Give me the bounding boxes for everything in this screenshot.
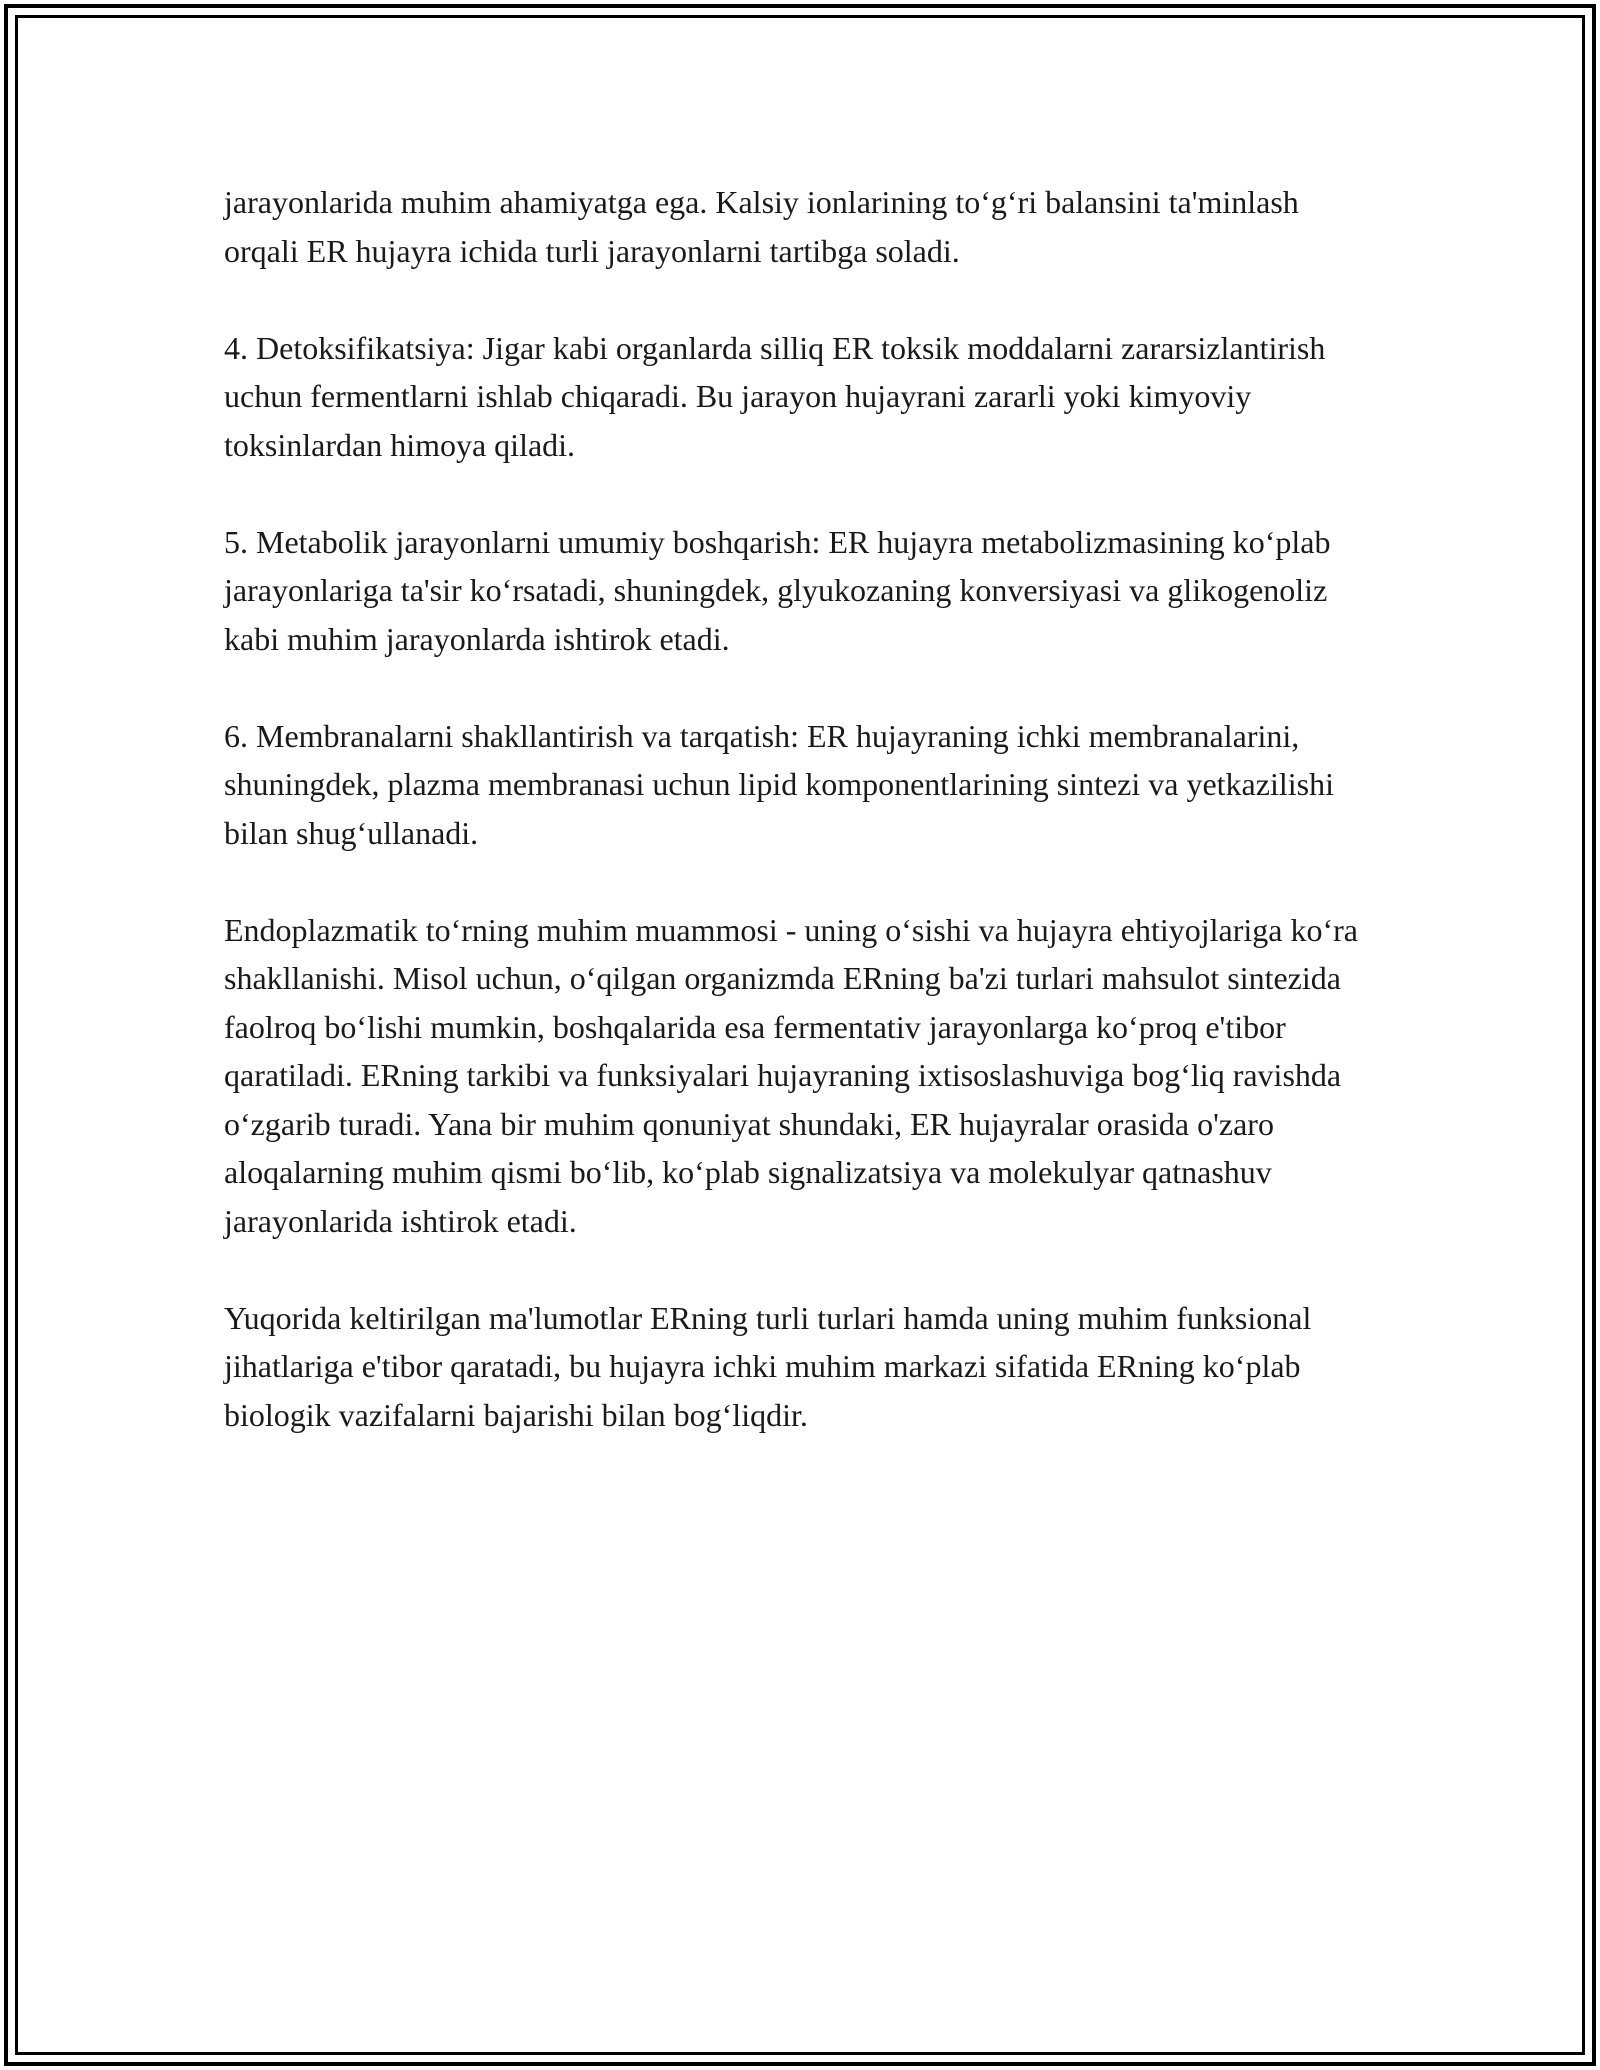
paragraph-conclusion: Yuqorida keltirilgan ma'lumotlar ERning turli turlari hamda uning muhim funksional jihatlariga e'tibor qaratadi, bu hujayra ichki muhim markazi sifatida ERning ko‘plab biologik vazifalarni bajarishi bilan bog‘liqdir. [224, 1299, 1312, 1433]
paragraph-membrane-formation: 6. Membranalarni shakllantirish va tarqatish: ER hujayraning ichki membranalarini, shuningdek, plazma membranasi uchun lipid komponentlarining sintezi va yetkazilishi bilan shug‘ullanadi. [224, 717, 1334, 851]
paragraph-metabolic-regulation: 5. Metabolik jarayonlarni umumiy boshqarish: ER hujayra metabolizmasining ko‘plab jarayonlariga ta'sir ko‘rsatadi, shuningdek, glyukozaning konversiyasi va glikogenoliz kabi muhim jarayonlarda ishtirok etadi. [224, 523, 1331, 657]
paragraph-calcium-balance: jarayonlarida muhim ahamiyatga ega. Kalsiy ionlarining to‘g‘ri balansini ta'minlash orqali ER hujayra ichida turli jarayonlarni tartibga soladi. [224, 184, 1299, 269]
document-body [224, 178, 1374, 1488]
paragraph-er-growth: Endoplazmatik to‘rning muhim muammosi - uning o‘sishi va hujayra ehtiyojlariga ko‘ra shakllanishi. Misol uchun, o‘qilgan organizmda ERning ba'zi turlari mahsulot sintezida faolroq bo‘lishi mumkin, boshqalarida esa fermentativ jarayonlarga ko‘proq e'tibor qaratiladi. ERning tarkibi va funksiyalari hujayraning ixtisoslashuviga bog‘liq ravishda o‘zgarib turadi. Yana bir muhim qonuniyat shundaki, ER hujayralar orasida o'zaro aloqalarning muhim qismi bo‘lib, ko‘plab signalizatsiya va molekulyar qatnashuv jarayonlarida ishtirok etadi. [224, 911, 1358, 1239]
paragraph-detoxification: 4. Detoksifikatsiya: Jigar kabi organlarda silliq ER toksik moddalarni zararsizlantirish uchun fermentlarni ishlab chiqaradi. Bu jarayon hujayrani zararli yoki kimyoviy toksinlardan himoya qiladi. [224, 329, 1326, 463]
